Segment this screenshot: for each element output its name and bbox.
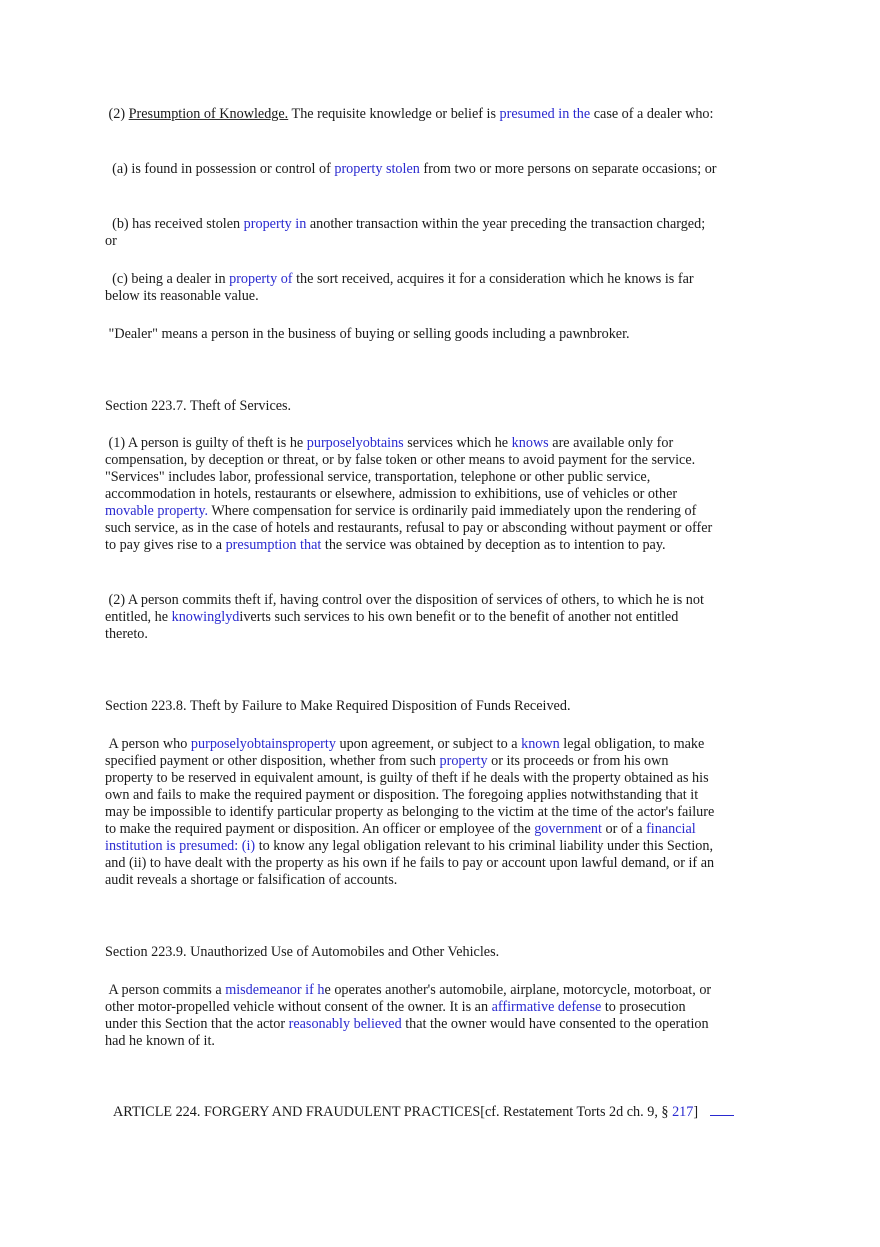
purposely-obtains-link[interactable]: purposelyobtains [306,435,408,451]
knows-link[interactable]: knows [511,435,553,451]
government-link[interactable]: government [534,821,606,837]
clause-a [105,161,720,178]
property-link[interactable]: property in [243,216,310,232]
text-run: or its proceeds or from his own property to be reserved in equivalent amount, is guilty of theft if he deals with the property obtained as his own and fails to make the required payment or disposition. The foregoing applies notwithstanding that it may be impossible to identify particular property as belonging to the victim at the time of the actor's failure to make the required payment or disposition. An officer or employee of the [105,753,715,837]
presumption-heading: Presumption of Knowledge. [128,106,289,122]
dealer-definition [105,326,720,343]
text-run: upon agreement, or subject to a [339,736,522,752]
section-223-8-heading: Section 223.8. Theft by Failure to Make Required Disposition of Funds Received. [105,698,571,714]
clause-c [105,271,720,305]
text-run: the sort received, acquires it for a consideration which he knows is far below its reasonable value. [105,271,694,304]
text-run: Where compensation for service is ordinarily paid immediately upon the rendering of such service, as in the case of hotels and restaurants, refusal to pay or absconding without payment or offer to pay gives rise to a [105,503,713,553]
section-223-8-para [105,736,720,889]
presumption-intro [105,106,720,123]
purposely-obtains-property-link[interactable]: purposelyobtainsproperty [190,736,340,752]
text-run: case of a dealer who: [593,106,714,122]
knowingly-link[interactable]: knowinglyd [171,609,240,625]
text-run: to prosecution under this Section that the actor [105,999,686,1032]
text-run: from two or more persons on separate occasions; or [419,161,717,177]
misdemeanor-link[interactable]: misdemeanor if h [225,982,325,998]
text-run: A person commits a [108,982,226,998]
text-run: A person who [108,736,191,752]
section-223-7-para-1 [105,435,720,554]
text-run: the service was obtained by deception as to intention to pay. [324,537,666,553]
financial-institution-link[interactable]: financial institution is presumed: (i) [105,821,696,854]
section-217-link[interactable]: 217 [672,1104,694,1120]
movable-property-link[interactable]: movable property. [105,503,209,519]
known-link[interactable]: known [521,736,560,752]
text-run: (c) being a dealer in [112,271,230,287]
text-run: "Dealer" means a person in the business of buying or selling goods including a pawnbroker. [108,326,630,342]
text-run: services which he [407,435,512,451]
section-223-7-heading: Section 223.7. Theft of Services. [105,398,292,414]
text-run: (a) is found in possession or control of [112,161,335,177]
text-run: e operates another's automobile, airplane, motorcycle, motorboat, or other motor-propelled vehicle without consent of the owner. It is an [105,982,712,1015]
presumption-link[interactable]: presumption that [225,537,325,553]
text-run: are available only for compensation, by deception or threat, or by false token or other means to avoid payment for the service. "Services" includes labor, professional service, transportation, telephone or other public service, accommodation in hotels, restaurants or elsewhere, admission to exhibitions, use of vehicles or other [105,435,696,502]
text-run: iverts such services to his own benefit or to the benefit of another not entitled thereto. [105,609,679,642]
property-link[interactable]: property [439,753,492,769]
text-run: (1) A person is guilty of theft is he [108,435,307,451]
text-run: ] [693,1104,699,1120]
reasonably-believed-link[interactable]: reasonably believed [288,1016,406,1032]
text-run: legal obligation, to make specified payment or other disposition, whether from such [105,736,705,769]
article-224-footer [113,1104,734,1121]
affirmative-defense-link[interactable]: affirmative defense [491,999,605,1015]
footnote-link-line[interactable] [710,1114,734,1116]
presumed-link[interactable]: presumed in the [499,106,594,122]
text-run: to know any legal obligation relevant to his criminal liability under this Section, and (ii) to have dealt with the property as his own if he fails to pay or account upon lawful demand, or if an audit reveals a shortage or falsification of accounts. [105,838,715,888]
property-link[interactable]: property of [229,271,297,287]
text-run: The requisite knowledge or belief is [288,106,500,122]
text-run: or of a [605,821,647,837]
section-223-9-heading: Section 223.9. Unauthorized Use of Automobiles and Other Vehicles. [105,944,500,960]
text-run: that the owner would have consented to the operation had he known of it. [105,1016,709,1049]
section-223-9-para [105,982,720,1050]
text-run: another transaction within the year preceding the transaction charged; or [105,216,706,249]
property-link[interactable]: property stolen [334,161,420,177]
article-heading: ARTICLE 224. FORGERY AND FRAUDULENT PRACTICES[cf. Restatement Torts 2d ch. 9, § [113,1104,673,1120]
text-run: (2) A person commits theft if, having control over the disposition of services of others, to which he is not entitled, he [105,592,704,625]
section-223-7-para-2 [105,592,720,643]
clause-number: (2) [108,106,129,122]
clause-b [105,216,720,250]
text-run: (b) has received stolen [112,216,244,232]
